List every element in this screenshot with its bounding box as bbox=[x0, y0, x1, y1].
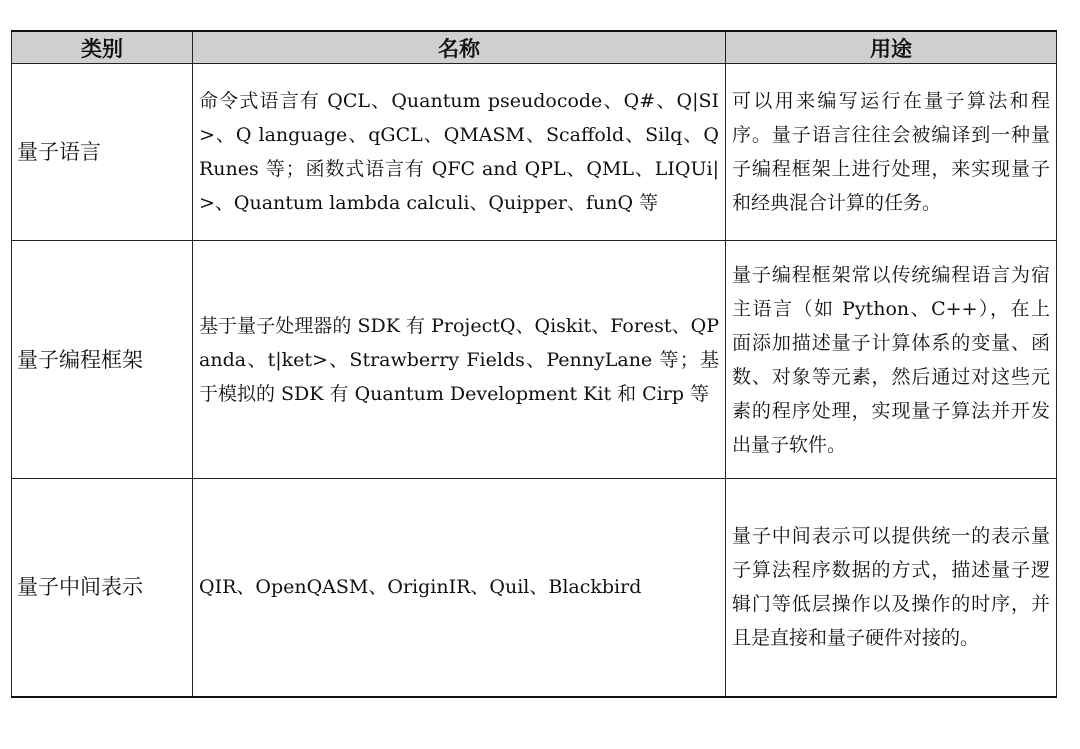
cell-category: 量子编程框架 bbox=[12, 241, 193, 479]
table-row-quantum-language bbox=[12, 64, 1057, 241]
cell-name: 基于量子处理器的 SDK 有 ProjectQ、Qiskit、Forest、QPanda、t|ket>、Strawberry Fields、PennyLane 等；基于模拟的 SDK 有 Quantum Development Kit 和 Cirp 等 bbox=[193, 241, 726, 479]
quantum-software-table bbox=[11, 30, 1057, 698]
cell-category: 量子语言 bbox=[12, 64, 193, 241]
cell-name: 命令式语言有 QCL、Quantum pseudocode、Q#、Q|SI>、Q language、qGCL、QMASM、Scaffold、Silq、QRunes 等；函数式语言有 QFC and QPL、QML、LIQUi|>、Quantum lambda calculi、Quipper、funQ 等 bbox=[193, 64, 726, 241]
cell-usage: 量子编程框架常以传统编程语言为宿主语言（如 Python、C++），在上面添加描述量子计算体系的变量、函数、对象等元素，然后通过对这些元素的程序处理，实现量子算法并开发出量子软件。 bbox=[726, 241, 1057, 479]
table-row-intermediate-representation bbox=[12, 479, 1057, 697]
table-row-programming-framework bbox=[12, 241, 1057, 479]
cell-category: 量子中间表示 bbox=[12, 479, 193, 697]
header-name: 名称 bbox=[193, 31, 726, 64]
header-category: 类别 bbox=[12, 31, 193, 64]
cell-usage: 量子中间表示可以提供统一的表示量子算法程序数据的方式，描述量子逻辑门等低层操作以及操作的时序，并且是直接和量子硬件对接的。 bbox=[726, 479, 1057, 697]
cell-usage: 可以用来编写运行在量子算法和程序。量子语言往往会被编译到一种量子编程框架上进行处理，来实现量子和经典混合计算的任务。 bbox=[726, 64, 1057, 241]
cell-name: QIR、OpenQASM、OriginIR、Quil、Blackbird bbox=[193, 479, 726, 697]
header-usage: 用途 bbox=[726, 31, 1057, 64]
table-header-row bbox=[12, 31, 1057, 64]
